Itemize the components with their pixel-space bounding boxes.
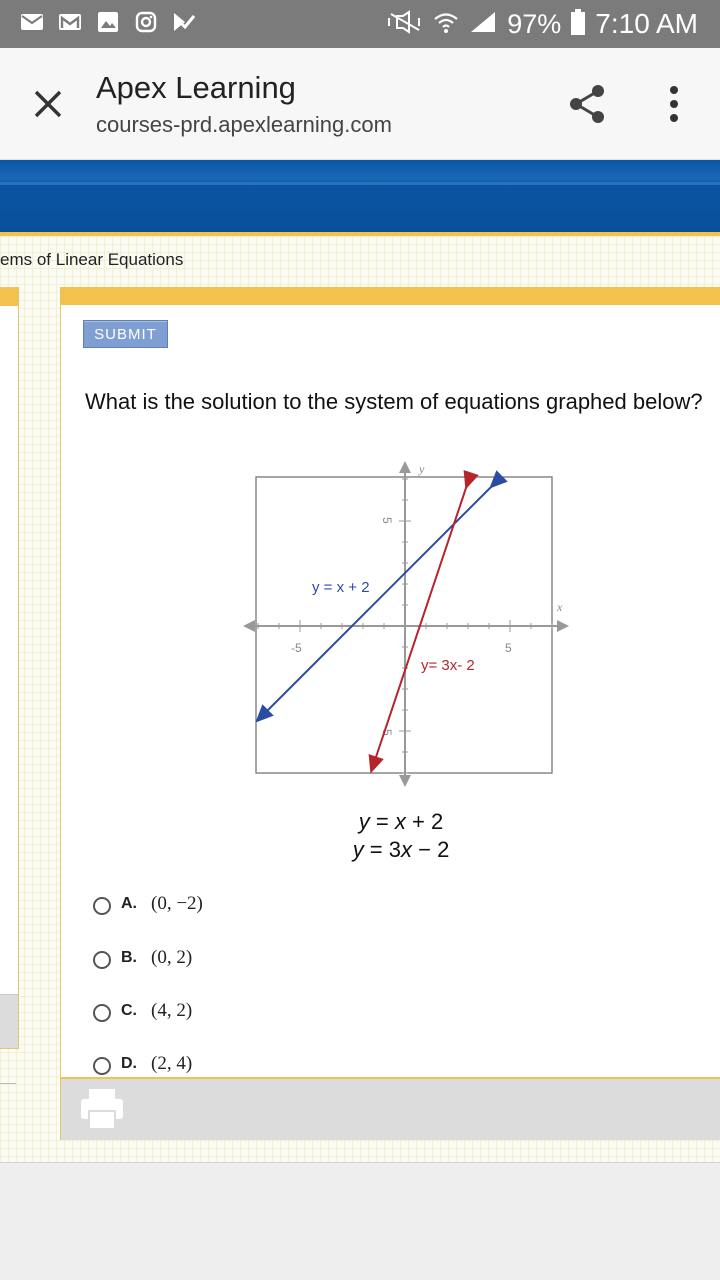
wifi-icon xyxy=(433,10,459,39)
question-card xyxy=(60,287,720,1140)
gmail-icon xyxy=(58,10,82,34)
x-axis-arrow-left xyxy=(243,620,255,632)
choice-c[interactable] xyxy=(93,998,192,1024)
line2-label: y= 3x- 2 xyxy=(421,657,475,674)
mute-icon xyxy=(387,10,423,39)
y-tick-label-neg5: -5 xyxy=(380,725,394,736)
share-icon xyxy=(566,82,610,126)
choice-a[interactable] xyxy=(93,891,203,917)
battery-icon xyxy=(571,9,585,40)
printer-icon xyxy=(79,1087,125,1131)
page-url: courses-prd.apexlearning.com xyxy=(96,112,392,137)
card-footer xyxy=(61,1077,720,1140)
submit-button[interactable]: SUBMIT xyxy=(83,320,168,348)
question-text: What is the solution to the system of equations graphed below? xyxy=(85,389,703,414)
divider xyxy=(0,1083,16,1084)
signal-icon xyxy=(469,10,497,39)
more-options-button[interactable] xyxy=(660,84,688,124)
close-icon xyxy=(28,84,68,124)
page-bottom xyxy=(0,1163,720,1280)
radio-button[interactable] xyxy=(93,1057,111,1075)
mail-icon xyxy=(20,10,44,34)
left-panel-header xyxy=(0,288,18,306)
page-title: Apex Learning xyxy=(96,70,296,105)
browser-toolbar xyxy=(0,48,720,160)
x-tick-label-5: 5 xyxy=(505,641,512,655)
choice-letter: C. xyxy=(121,1002,137,1019)
y-tick-label-5: 5 xyxy=(380,517,394,524)
battery-percent: 97% xyxy=(507,8,562,39)
choice-letter: B. xyxy=(121,949,137,966)
equation-1: y = x + 2 xyxy=(358,809,444,834)
instagram-icon xyxy=(134,10,158,34)
radio-button[interactable] xyxy=(93,897,111,915)
choice-d[interactable] xyxy=(93,1051,192,1077)
equation-system xyxy=(301,808,501,864)
close-button[interactable] xyxy=(28,84,68,124)
choice-letter: D. xyxy=(121,1055,137,1072)
line1-label: y = x + 2 xyxy=(312,579,370,596)
left-panel xyxy=(0,287,19,1049)
status-bar xyxy=(0,0,720,48)
breadcrumb[interactable]: ems of Linear Equations xyxy=(0,250,184,269)
more-vert-icon xyxy=(660,84,688,124)
choice-value: (4, 2) xyxy=(151,1000,193,1021)
y-axis-arrow-up xyxy=(399,461,411,473)
equation-2: y = 3x − 2 xyxy=(352,837,450,862)
choice-b[interactable] xyxy=(93,945,192,971)
y-axis-arrow-down xyxy=(399,775,411,787)
print-button[interactable] xyxy=(79,1087,125,1131)
choice-value: (2, 4) xyxy=(151,1053,193,1074)
left-panel-footer xyxy=(0,994,18,1048)
y-axis-label: y xyxy=(419,462,425,476)
clock: 7:10 AM xyxy=(595,8,698,39)
x-tick-label-neg5: -5 xyxy=(291,641,302,655)
graph xyxy=(241,455,586,790)
image-icon xyxy=(96,10,120,34)
share-button[interactable] xyxy=(566,82,610,126)
card-header-bar xyxy=(61,287,720,305)
choice-value: (0, 2) xyxy=(151,947,193,968)
site-banner xyxy=(0,160,720,232)
choice-value: (0, −2) xyxy=(151,893,203,914)
x-axis-label: x xyxy=(557,600,563,614)
radio-button[interactable] xyxy=(93,951,111,969)
choice-letter: A. xyxy=(121,895,137,912)
radio-button[interactable] xyxy=(93,1004,111,1022)
check-icon xyxy=(172,10,196,34)
x-axis-arrow-right xyxy=(557,620,569,632)
